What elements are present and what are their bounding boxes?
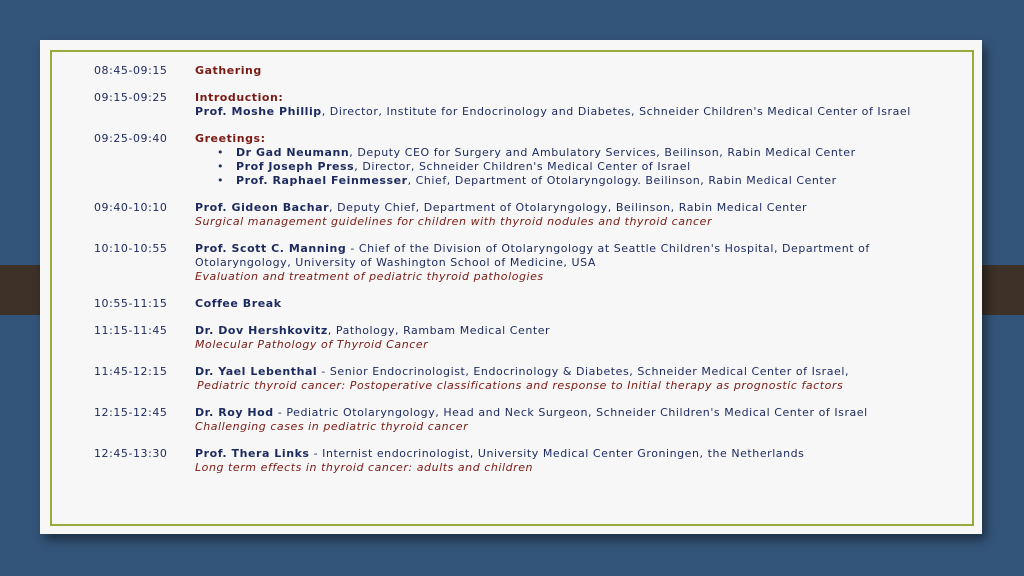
agenda-row-talk	[94, 324, 924, 352]
agenda-time: 12:15-12:45	[94, 406, 168, 419]
list-item	[195, 160, 924, 174]
speaker-name: Dr. Dov Hershkovitz	[195, 324, 328, 337]
speaker-affiliation: , Chief, Department of Otolaryngology. Beilinson, Rabin Medical Center	[407, 174, 837, 187]
speaker-affiliation: , Pathology, Rambam Medical Center	[327, 324, 551, 337]
agenda-heading: Introduction:	[195, 91, 284, 104]
agenda-row-talk	[94, 201, 924, 229]
speaker-affiliation: , Deputy Chief, Department of Otolaryngology, Beilinson, Rabin Medical Center	[329, 201, 808, 214]
speaker-name: Prof. Moshe Phillip	[195, 105, 322, 118]
agenda-time: 09:25-09:40	[94, 132, 168, 145]
speaker-affiliation: - Senior Endocrinologist, Endocrinology & Diabetes, Schneider Medical Center of Israel,	[317, 365, 849, 378]
agenda	[94, 64, 924, 475]
agenda-row-talk	[94, 447, 924, 475]
speaker-affiliation: , Deputy CEO for Surgery and Ambulatory Services, Beilinson, Rabin Medical Center	[349, 146, 856, 159]
talk-title: Long term effects in thyroid cancer: adults and children	[195, 461, 534, 474]
talk-title: Evaluation and treatment of pediatric thyroid pathologies	[195, 270, 544, 283]
agenda-heading: Gathering	[195, 64, 262, 77]
talk-title: Challenging cases in pediatric thyroid cancer	[195, 420, 469, 433]
agenda-time: 08:45-09:15	[94, 64, 168, 77]
speaker-name: Dr. Roy Hod	[195, 406, 274, 419]
agenda-time: 10:10-10:55	[94, 242, 168, 255]
agenda-row-talk	[94, 365, 924, 393]
agenda-time: 12:45-13:30	[94, 447, 168, 460]
speaker-name: Prof. Thera Links	[195, 447, 310, 460]
speaker-name: Prof. Scott C. Manning	[195, 242, 347, 255]
speaker-name: Dr Gad Neumann	[236, 146, 350, 159]
agenda-row-talk	[94, 406, 924, 434]
list-item	[195, 146, 924, 160]
talk-title: Surgical management guidelines for children with thyroid nodules and thyroid cancer	[195, 215, 713, 228]
speaker-affiliation: - Pediatric Otolaryngology, Head and Neck Surgeon, Schneider Children's Medical Center of Israel	[273, 406, 868, 419]
speaker-affiliation: - Chief of the Division of Otolaryngology at Seattle Children's Hospital, Department of Otolaryngology, University of Washington School of Medicine, USA	[195, 242, 870, 269]
agenda-time: 11:45-12:15	[94, 365, 168, 378]
speaker-name: Prof. Gideon Bachar	[195, 201, 330, 214]
agenda-heading: Greetings:	[195, 132, 266, 145]
talk-title: Molecular Pathology of Thyroid Cancer	[195, 338, 429, 351]
agenda-time: 09:15-09:25	[94, 91, 168, 104]
speaker-name: Prof. Raphael Feinmesser	[236, 174, 408, 187]
break-label: Coffee Break	[195, 297, 282, 310]
agenda-time: 09:40-10:10	[94, 201, 168, 214]
speaker-name: Dr. Yael Lebenthal	[195, 365, 318, 378]
agenda-time: 11:15-11:45	[94, 324, 168, 337]
agenda-time: 10:55-11:15	[94, 297, 168, 310]
agenda-row-coffee-break	[94, 297, 924, 311]
agenda-row-introduction	[94, 91, 924, 119]
speaker-name: Prof Joseph Press	[236, 160, 355, 173]
speaker-affiliation: , Director, Schneider Children's Medical Center of Israel	[354, 160, 691, 173]
agenda-row-gathering	[94, 64, 924, 78]
agenda-row-talk	[94, 242, 924, 284]
speaker-affiliation: , Director, Institute for Endocrinology and Diabetes, Schneider Children's Medical Center of Israel	[321, 105, 911, 118]
talk-title: Pediatric thyroid cancer: Postoperative classifications and response to Initial therapy as prognostic factors	[197, 379, 844, 392]
greetings-list	[195, 146, 924, 188]
speaker-affiliation: - Internist endocrinologist, University Medical Center Groningen, the Netherlands	[309, 447, 805, 460]
list-item	[195, 174, 924, 188]
agenda-row-greetings	[94, 132, 924, 188]
